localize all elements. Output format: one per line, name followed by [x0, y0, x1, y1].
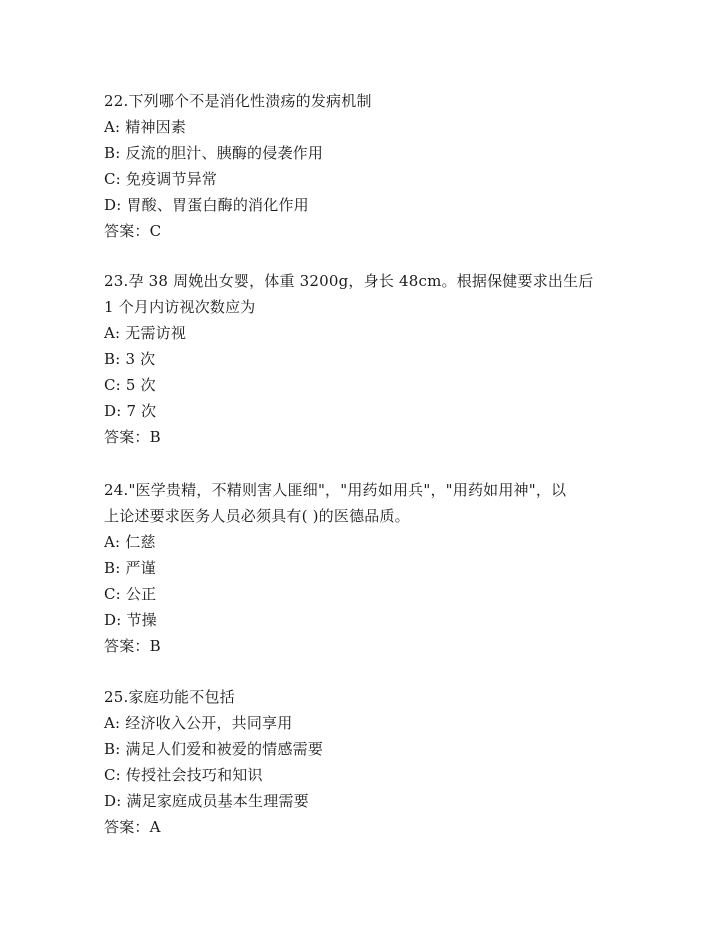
option-a: A: 仁慈: [104, 533, 156, 551]
option-d: D: 节操: [104, 611, 157, 629]
answer: 答案：C: [104, 222, 162, 240]
question-stem: 24."医学贵精，不精则害人匪细"，"用药如用兵"，"用药如用神"，以: [104, 481, 567, 499]
option-a: A: 精神因素: [104, 118, 187, 136]
option-b: B: 满足人们爱和被爱的情感需要: [104, 740, 324, 758]
option-c: C: 免疫调节异常: [104, 170, 218, 188]
question-22: [104, 88, 624, 244]
option-b: B: 严谨: [104, 559, 156, 577]
option-a: A: 经济收入公开，共同享用: [104, 714, 293, 732]
option-c: C: 5 次: [104, 376, 156, 394]
answer: 答案：B: [104, 637, 161, 655]
question-stem-continued: 1 个月内访视次数应为: [104, 298, 256, 316]
question-24: [104, 477, 624, 659]
question-stem: 23.孕 38 周娩出女婴，体重 3200g，身长 48cm。根据保健要求出生后: [104, 272, 594, 290]
option-d: D: 7 次: [104, 402, 157, 420]
question-stem-continued: 上论述要求医务人员必须具有( )的医德品质。: [104, 507, 410, 525]
question-23: [104, 268, 624, 450]
option-c: C: 传授社会技巧和知识: [104, 766, 263, 784]
option-d: D: 满足家庭成员基本生理需要: [104, 792, 309, 810]
answer: 答案：B: [104, 428, 161, 446]
question-stem: 25.家庭功能不包括: [104, 688, 235, 706]
option-b: B: 3 次: [104, 350, 156, 368]
question-25: [104, 684, 624, 840]
option-d: D: 胃酸、胃蛋白酶的消化作用: [104, 196, 309, 214]
question-stem: 22.下列哪个不是消化性溃疡的发病机制: [104, 92, 372, 110]
option-c: C: 公正: [104, 585, 157, 603]
option-b: B: 反流的胆汁、胰酶的侵袭作用: [104, 144, 324, 162]
answer: 答案：A: [104, 818, 161, 836]
option-a: A: 无需访视: [104, 324, 187, 342]
